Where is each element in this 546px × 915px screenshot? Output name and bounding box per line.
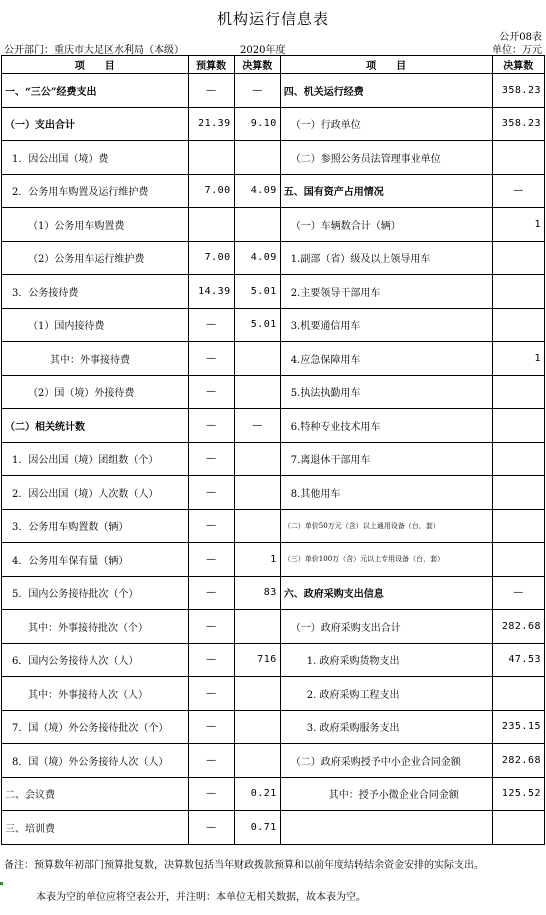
budget-value: 7.00 [188,174,234,208]
final-value-left [234,476,280,510]
footnote: 备注：预算数年初部门预算批复数，决算数包括当年财政拨款预算和以前年度结转结余资金安排的实际支出。 [4,860,484,871]
table-row [2,308,545,342]
item-left: 4．公务用车保有量（辆） [2,543,189,577]
final-value-left: 716 [234,643,280,677]
info-table [1,55,545,845]
final-value-right: — [492,576,544,610]
budget-value: — [188,710,234,744]
table-row [2,275,545,309]
table-row [2,409,545,443]
final-value-right [492,811,544,845]
item-right: 1. 政府采购货物支出 [280,643,492,677]
item-left: 3．公务用车购置数（辆） [2,509,189,543]
table-row [2,710,545,744]
form-number: 公开08表 [499,32,542,43]
final-value-left [234,710,280,744]
org-label: 公开部门：重庆市大足区水利局（本级） [4,45,184,56]
item-left: 3．公务接待费 [2,275,189,309]
final-value-right [492,442,544,476]
budget-value: — [188,442,234,476]
budget-value [188,208,234,242]
table-row [2,811,545,845]
final-value-left [234,375,280,409]
item-right: 2. 政府采购工程支出 [280,677,492,711]
table-row [2,509,545,543]
item-left: 2．因公出国（境）人次数（人） [2,476,189,510]
final-value-right [492,308,544,342]
item-left: （一）支出合计 [2,107,189,141]
item-left: （2）国（境）外接待费 [2,375,189,409]
budget-value: — [188,643,234,677]
meta-line [4,41,286,56]
item-right: 四、机关运行经费 [280,74,492,108]
final-value-left: — [234,74,280,108]
final-value-right: 1 [492,208,544,242]
table-row [2,375,545,409]
final-value-left [234,141,280,175]
item-right: 五、国有资产占用情况 [280,174,492,208]
table-row [2,208,545,242]
item-left: 其中：外事接待费 [2,342,189,376]
item-left: 2．公务用车购置及运行维护费 [2,174,189,208]
budget-value: — [188,677,234,711]
item-right: （三）单价100万（含）元以上专用设备（台，套） [280,543,492,577]
final-value-left: 4.09 [234,241,280,275]
final-value-right: 282.68 [492,610,544,644]
final-value-left: 0.71 [234,811,280,845]
final-value-left: — [234,409,280,443]
footnote-empty-table: 本表为空的单位应将空表公开，并注明：本单位无相关数据，故本表为空。 [36,892,366,903]
final-value-right: 282.68 [492,744,544,778]
budget-value: — [188,610,234,644]
item-right: 2.主要领导干部用车 [280,275,492,309]
header-row [2,56,545,74]
final-value-right: 1 [492,342,544,376]
item-right: （一）车辆数合计（辆） [280,208,492,242]
table-row [2,174,545,208]
table-row [2,241,545,275]
item-left: 三、培训费 [2,811,189,845]
table-row [2,74,545,108]
budget-value: — [188,308,234,342]
unit-label: 单位：万元 [492,45,542,56]
final-value-right: 47.53 [492,643,544,677]
final-value-right [492,409,544,443]
final-value-right [492,476,544,510]
table-row [2,677,545,711]
budget-value: — [188,342,234,376]
budget-value: — [188,543,234,577]
item-right: 7.离退休干部用车 [280,442,492,476]
table-row [2,744,545,778]
item-right [280,811,492,845]
item-right: 其中：授予小微企业合同金额 [280,777,492,811]
budget-value: — [188,744,234,778]
final-value-right [492,275,544,309]
table-row [2,643,545,677]
item-right: （二）单价50万元（含）以上通用设备（台，套） [280,509,492,543]
budget-value: — [188,576,234,610]
item-left: 7．国（境）外公务接待批次（个） [2,710,189,744]
final-value-left: 0.21 [234,777,280,811]
final-value-left: 83 [234,576,280,610]
final-value-left [234,509,280,543]
item-left: 其中：外事接待批次（个） [2,610,189,644]
header-final-right: 决算数 [492,56,544,74]
final-value-right: 235.15 [492,710,544,744]
year-label: 2020年度 [240,45,286,56]
budget-value: — [188,509,234,543]
final-value-right: — [492,174,544,208]
final-value-right: 125.52 [492,777,544,811]
final-value-right [492,141,544,175]
final-value-left: 1 [234,543,280,577]
item-left: 5．国内公务接待批次（个） [2,576,189,610]
item-right: 5.执法执勤用车 [280,375,492,409]
item-right: （一）行政单位 [280,107,492,141]
budget-value: 14.39 [188,275,234,309]
table-row [2,610,545,644]
table-row [2,576,545,610]
item-left: （二）相关统计数 [2,409,189,443]
final-value-right [492,241,544,275]
item-right: 3. 政府采购服务支出 [280,710,492,744]
table-row [2,141,545,175]
final-value-left: 5.01 [234,308,280,342]
table-row [2,442,545,476]
item-right: 六、政府采购支出信息 [280,576,492,610]
item-right: 4.应急保障用车 [280,342,492,376]
item-right: 1.副部（省）级及以上领导用车 [280,241,492,275]
item-right: 3.机要通信用车 [280,308,492,342]
final-value-left: 5.01 [234,275,280,309]
item-left: 1．因公出国（境）费 [2,141,189,175]
item-right: 6.特种专业技术用车 [280,409,492,443]
budget-value: 21.39 [188,107,234,141]
table-body [2,74,545,845]
item-right: （二）参照公务员法管理事业单位 [280,141,492,175]
budget-value: — [188,74,234,108]
item-left: 一、“三公”经费支出 [2,74,189,108]
corner-mark [0,882,3,885]
item-left: 二、会议费 [2,777,189,811]
final-value-left [234,610,280,644]
item-right: （二）政府采购授予中小企业合同金额 [280,744,492,778]
header-item-left: 项 目 [2,56,189,74]
final-value-left [234,342,280,376]
budget-value: — [188,375,234,409]
final-value-left [234,677,280,711]
item-left: （1）国内接待费 [2,308,189,342]
budget-value: 7.00 [188,241,234,275]
budget-value: — [188,811,234,845]
final-value-left [234,744,280,778]
final-value-right [492,375,544,409]
item-right: 8.其他用车 [280,476,492,510]
table-title: 机构运行信息表 [216,10,329,28]
budget-value: — [188,476,234,510]
header-final-left: 决算数 [234,56,280,74]
item-right: （一）政府采购支出合计 [280,610,492,644]
item-left: 1．因公出国（境）团组数（个） [2,442,189,476]
final-value-left [234,208,280,242]
final-value-right [492,677,544,711]
table-row [2,107,545,141]
item-left: （2）公务用车运行维护费 [2,241,189,275]
item-left: 8．国（境）外公务接待人次（人） [2,744,189,778]
item-left: （1）公务用车购置费 [2,208,189,242]
final-value-right: 358.23 [492,74,544,108]
final-value-right: 358.23 [492,107,544,141]
header-budget: 预算数 [188,56,234,74]
header-item-right: 项 目 [280,56,492,74]
item-left: 6．国内公务接待人次（人） [2,643,189,677]
final-value-right [492,543,544,577]
final-value-left: 9.10 [234,107,280,141]
budget-value [188,141,234,175]
budget-value: — [188,777,234,811]
table-row [2,476,545,510]
final-value-left [234,442,280,476]
table-row [2,777,545,811]
table-row [2,342,545,376]
final-value-left: 4.09 [234,174,280,208]
table-row [2,543,545,577]
item-left: 其中：外事接待人次（人） [2,677,189,711]
budget-value: — [188,409,234,443]
final-value-right [492,509,544,543]
